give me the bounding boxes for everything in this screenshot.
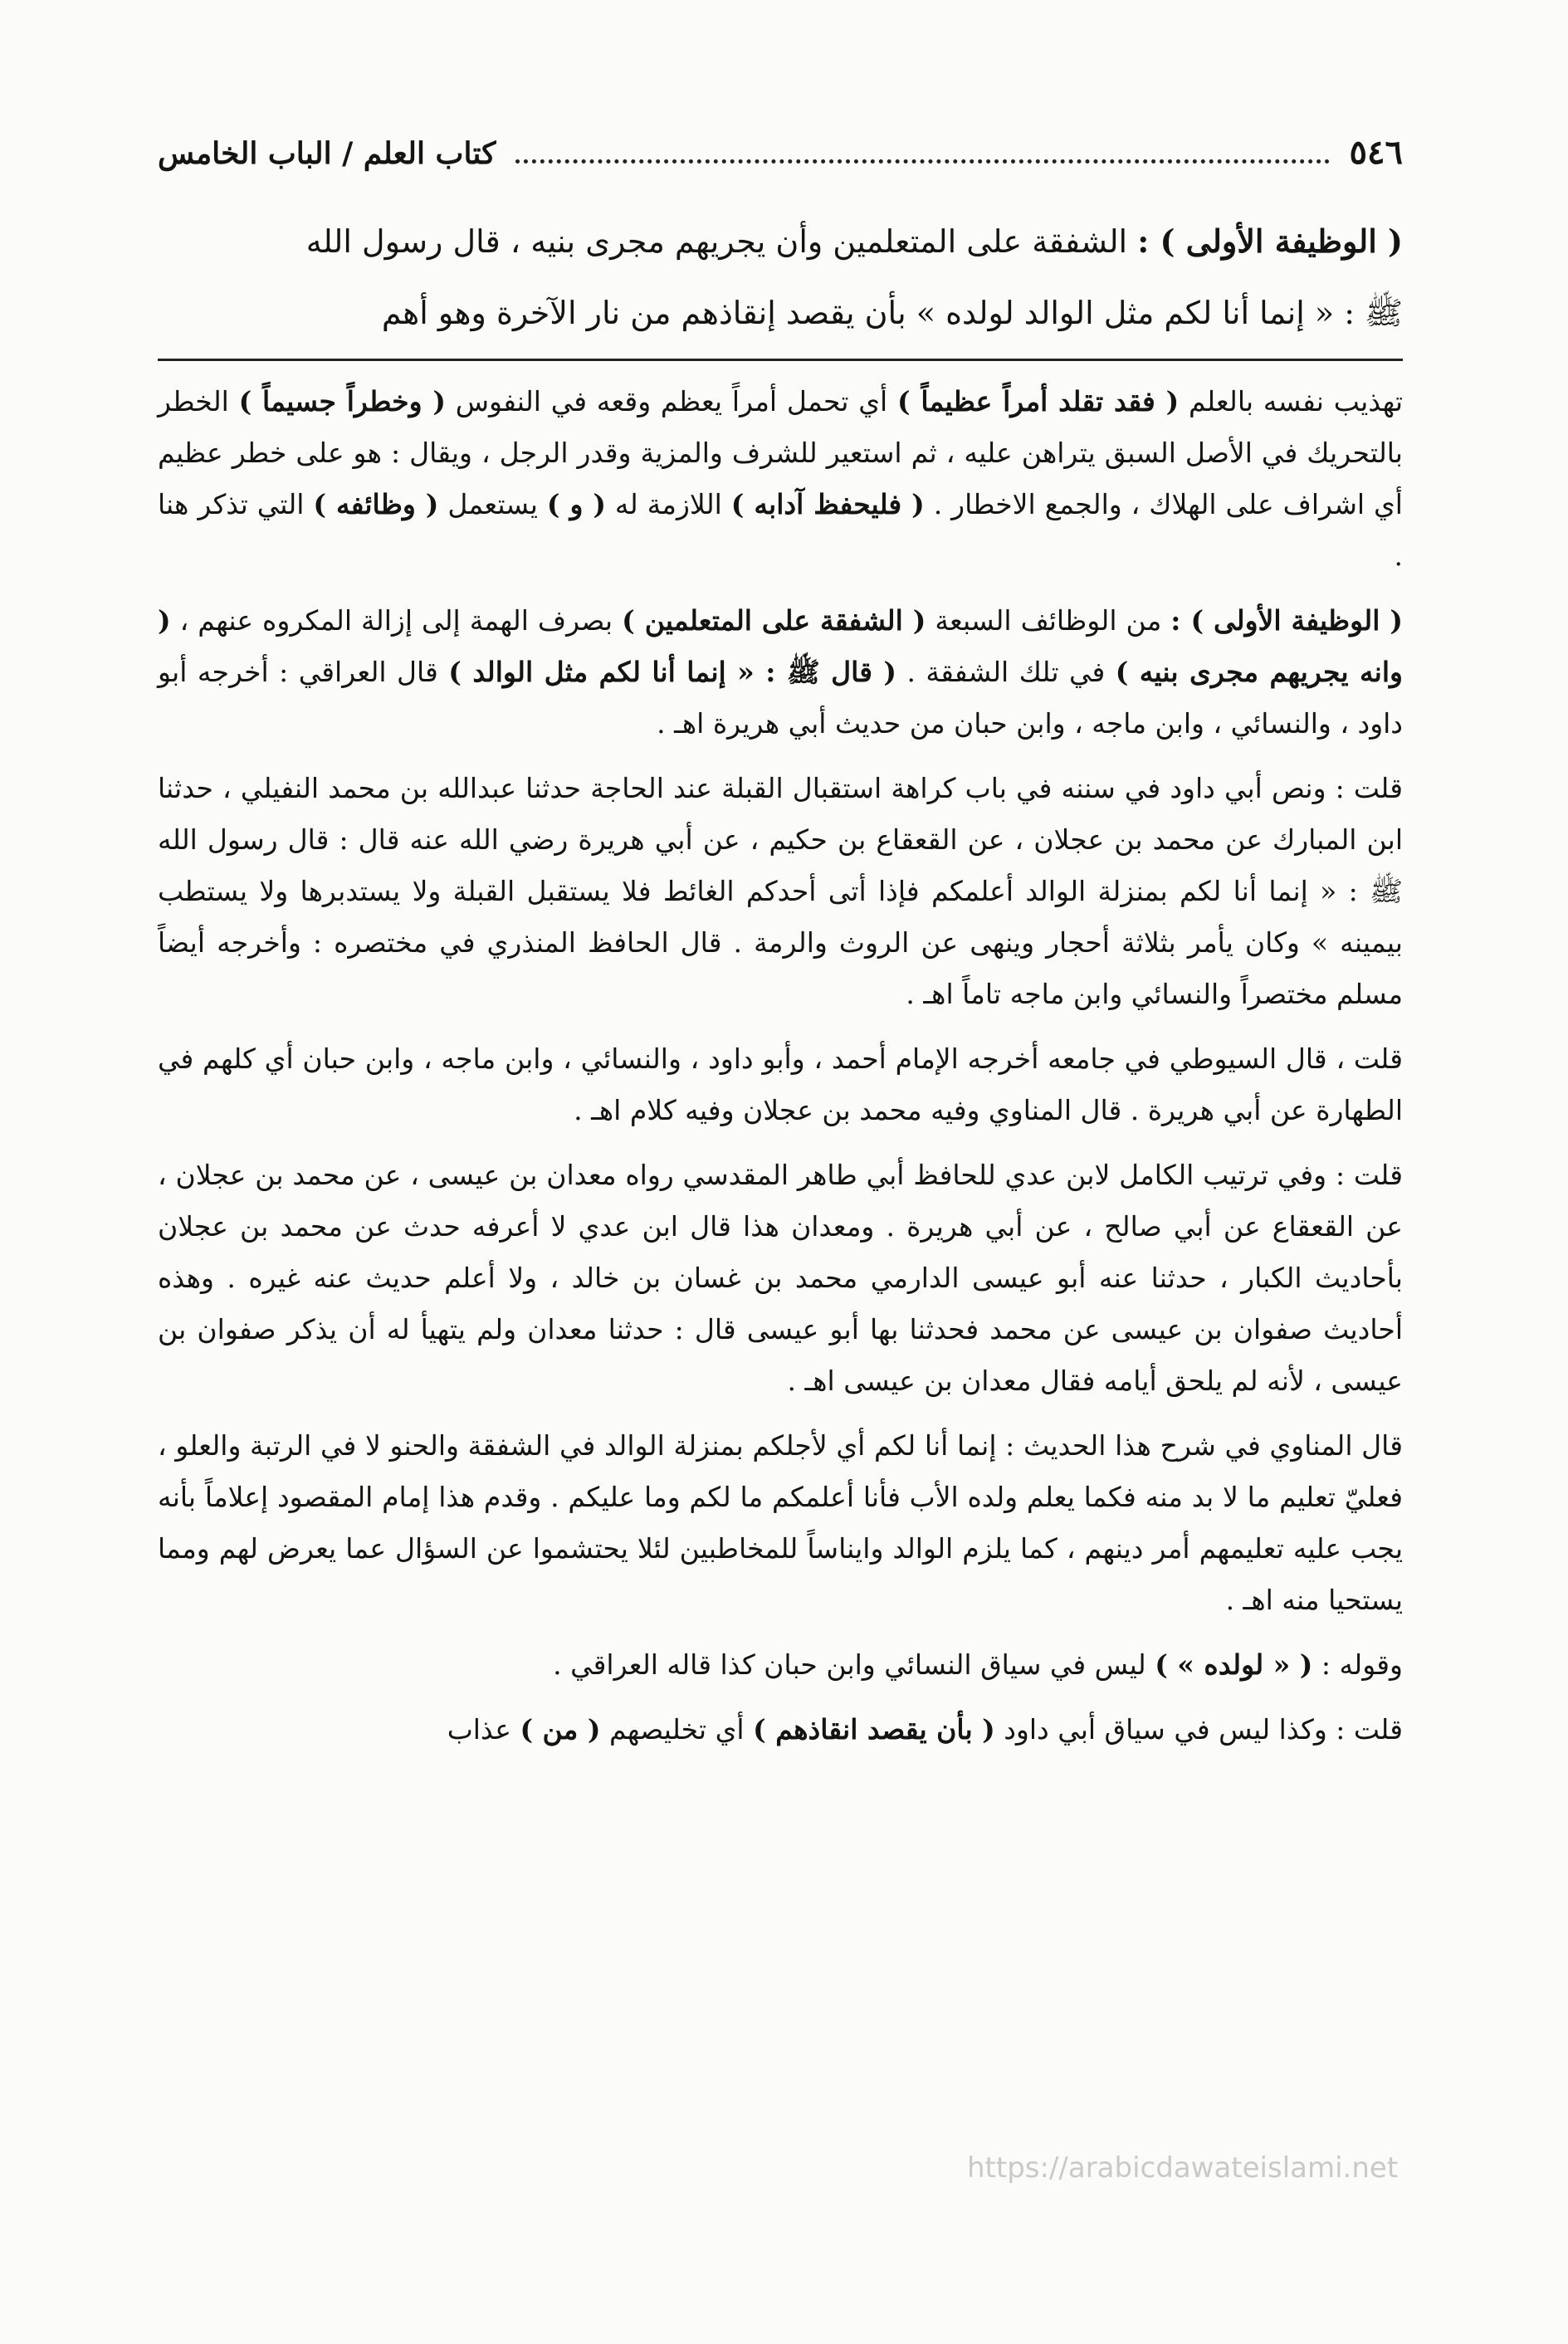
commentary-paragraph-6: قال المناوي في شرح هذا الحديث : إنما أنا لكم أي لأجلكم بمنزلة الوالد في الشفقة والحنو لا في الرتبة والعلو ، فعليّ تعليم ما لا بد منه فكما يعلم ولده الأب فأنا أعلمكم ما لكم وما عليكم . وقدم هذا إمام المقصود إعلاماً بأنه يجب عليه تعليمهم أمر دينهم ، كما يلزم الوالد وايناساً للمخاطبين لئلا يحتشموا عن السؤال عما يعرض لهم ومما يستحيا منه اهـ . [158,1429,1403,1616]
bold-phrase: ( وخطراً جسيماً ) [238,385,446,418]
text-run: الخطر بالتحريك في الأصل السبق يتراهن عليه ، ثم استعير للشرف والمزية وقدر الرجل ، ويقال : هو على خطر عظيم أي اشراف على الهلاك ، والجمع الاخطار . [158,385,1403,520]
commentary [158,376,1403,1756]
commentary-paragraph-5: قلت : وفي ترتيب الكامل لابن عدي للحافظ أبي طاهر المقدسي رواه معدان بن عيسى ، عن محمد بن عجلان ، عن القعقاع عن أبي صالح ، عن أبي هريرة . ومعدان هذا قال ابن عدي لا أعرفه حدث عن محمد بن عجلان بأحاديث الكبار ، حدثنا عنه أبو عيسى الدارمي محمد بن غسان بن خالد ، ولا أعلم حديث عنه غيره . وهذه أحاديث صفوان بن عيسى عن محمد فحدثنا بها أبو عيسى قال : حدثنا معدان ولم يتهيأ له أن يذكر صفوان بن عيسى ، لأنه لم يلحق أيامه فقال معدان بن عيسى اهـ . [158,1159,1403,1397]
text-run: التي تذكر هنا . [158,488,1403,572]
text-run: في تلك الشفقة . [896,656,1116,688]
text-run: وقوله : [1312,1648,1403,1681]
bold-phrase: ( « لولده » ) [1155,1648,1313,1681]
commentary-paragraph-8 [158,1704,1403,1756]
main-line-2: ﷺ : « إنما أنا لكم مثل الوالد لولده » بأن يقصد إنقاذهم من نار الآخرة وهو أهم [381,295,1403,331]
bold-phrase: ( وظائفه ) [313,488,439,520]
bold-phrase: ( من ) [520,1713,601,1746]
bold-phrase: ( فقد تقلد أمراً عظيماً ) [897,385,1180,418]
main-line-1 [158,206,1403,277]
bold-phrase: ( قال ﷺ : « إنما أنا لكم مثل الوالد ) [448,656,897,688]
running-header [158,133,1403,191]
text-run: بصرف الهمة إلى إزالة المكروه عنهم ، [170,604,623,637]
commentary-paragraph-7 [158,1639,1403,1691]
text-run: يستعمل [438,488,547,520]
chapter-title: كتاب العلم / الباب الخامس [158,136,496,171]
main-line-1-text: الشفقة على المتعلمين وأن يجريهم مجرى بنيه ، قال رسول الله [305,223,1138,260]
bold-phrase: ( بأن يقصد انقاذهم ) [753,1713,995,1746]
separator-rule [158,359,1403,361]
bold-phrase: ( و ) [546,488,606,520]
commentary-paragraph-4: قلت ، قال السيوطي في جامعه أخرجه الإمام أحمد ، وأبو داود ، والنسائي ، وابن ماجه ، وابن حبان أي كلهم في الطهارة عن أبي هريرة . قال المناوي وفيه محمد بن عجلان وفيه كلام اهـ . [158,1043,1403,1126]
text-run: اللازمة له [605,488,731,520]
page-number: ٥٤٦ [1349,133,1403,172]
watermark-url: https://arabicdawateislami.net [967,2151,1399,2185]
main-text [158,206,1403,349]
leader-dots [515,141,1329,164]
text-run: قلت : وكذا ليس في سياق أبي داود [994,1713,1403,1746]
text-run: أي تحمل أمراً يعظم وقعه في النفوس [445,385,898,418]
bold-phrase: ( وانه يجريهم مجرى بنيه ) [158,604,1403,688]
text-run: تهذيب نفسه بالعلم [1179,385,1404,418]
commentary-paragraph-3: قلت : ونص أبي داود في سننه في باب كراهة استقبال القبلة عند الحاجة حدثنا عبدالله بن محمد النفيلي ، حدثنا ابن المبارك عن محمد بن عجلان ، عن القعقاع بن حكيم ، عن أبي هريرة رضي الله عنه قال : قال رسول الله ﷺ : « إنما أنا لكم بمنزلة الوالد أعلمكم فإذا أتى أحدكم الغائط فلا يستقبل القبلة ولا يستدبرها ولا يستطب بيمينه » وكان يأمر بثلاثة أحجار وينهى عن الروث والرمة . قال الحافظ المنذري في مختصره : وأخرجه أيضاً مسلم مختصراً والنسائي وابن ماجه تاماً اهـ . [158,772,1403,1010]
text-run: أي تخليصهم [600,1713,754,1746]
text-run: ليس في سياق النسائي وابن حبان كذا قاله العراقي . [553,1648,1155,1681]
text-run: من الوظائف السبعة [926,604,1171,637]
commentary-paragraph-1 [158,376,1403,582]
text-run: عذاب [447,1713,520,1746]
text-run: قال العراقي : أخرجه أبو داود ، والنسائي ، وابن ماجه ، وابن حبان من حديث أبي هريرة اهـ . [158,656,1403,740]
bold-phrase: ( الوظيفة الأولى ) : [1170,604,1403,637]
book-page [158,133,1403,1769]
bold-phrase: ( فليحفظ آدابه ) [730,488,925,520]
bold-phrase: ( الشفقة على المتعلمين ) [622,604,926,637]
commentary-paragraph-2 [158,595,1403,750]
main-heading: ( الوظيفة الأولى ) : [1137,222,1403,260]
